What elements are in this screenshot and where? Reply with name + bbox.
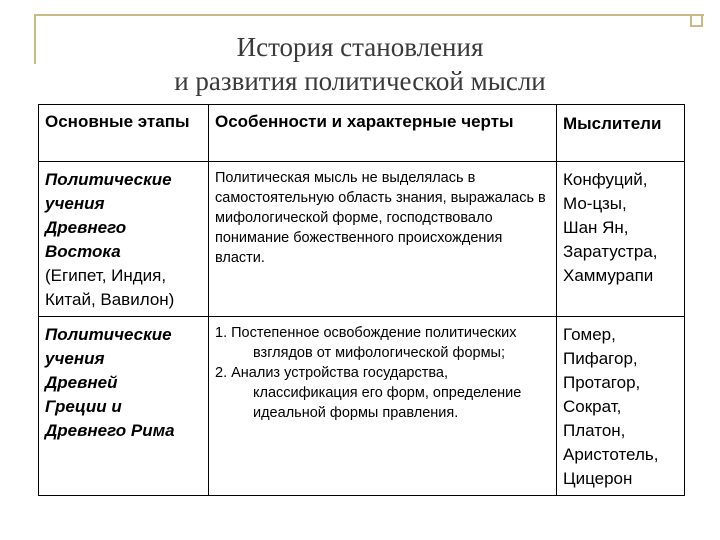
thinker-name: Сократ, [563, 397, 622, 416]
decorative-left-line [34, 14, 36, 64]
thinker-name: Заратустра, [563, 242, 658, 261]
thinker-name: Конфуций, [563, 170, 648, 189]
thinker-name: Мо-цзы, [563, 194, 627, 213]
feature-item: 1. Постепенное освобождение политических взглядов от мифологической формы; [215, 325, 517, 361]
feature-item: 2. Анализ устройства государства, классификация его форм, определение идеальной формы правления. [215, 365, 522, 421]
table-header-row [39, 105, 685, 162]
stage-line: учения [45, 349, 105, 368]
stage-line: Греции и [45, 397, 122, 416]
thinker-name: Хаммурапи [563, 266, 654, 285]
stage-line: Политические [45, 170, 172, 189]
stage-line: учения [45, 194, 105, 213]
thinker-name: Гомер, [563, 325, 616, 344]
stage-line: Политические [45, 325, 172, 344]
decorative-corner-square [690, 14, 703, 27]
features-cell [209, 317, 557, 496]
thinkers-cell [557, 162, 685, 317]
table-row [39, 317, 685, 496]
stage-cell [39, 317, 209, 496]
stage-line: Востока [45, 242, 121, 261]
thinker-name: Протагор, [563, 373, 641, 392]
thinker-name: Цицерон [563, 469, 633, 488]
title-line-1: История становления [236, 32, 484, 62]
history-table [38, 104, 685, 496]
stage-line: Древнего [45, 218, 127, 237]
thinkers-cell [557, 317, 685, 496]
table-row [39, 162, 685, 317]
features-cell: Политическая мысль не выделялась в самостоятельную область знания, выражалась в мифологической форме, господствовало понимание божественного происхождения власти. [209, 162, 557, 317]
thinker-name: Платон, [563, 421, 626, 440]
slide-title [60, 30, 660, 98]
header-thinkers: Мыслители [557, 105, 685, 162]
decorative-top-line [34, 14, 704, 16]
thinker-name: Шан Ян, [563, 218, 629, 237]
stage-line: Древней [45, 373, 118, 392]
header-stages: Основные этапы [39, 105, 209, 162]
stage-note: (Египет, Индия, Китай, Вавилон) [45, 266, 175, 309]
title-line-2: и развития политической мысли [174, 66, 546, 96]
stage-cell [39, 162, 209, 317]
thinker-name: Аристотель, [563, 445, 659, 464]
thinker-name: Пифагор, [563, 349, 638, 368]
header-features: Особенности и характерные черты [209, 105, 557, 162]
stage-line: Древнего Рима [45, 421, 175, 440]
